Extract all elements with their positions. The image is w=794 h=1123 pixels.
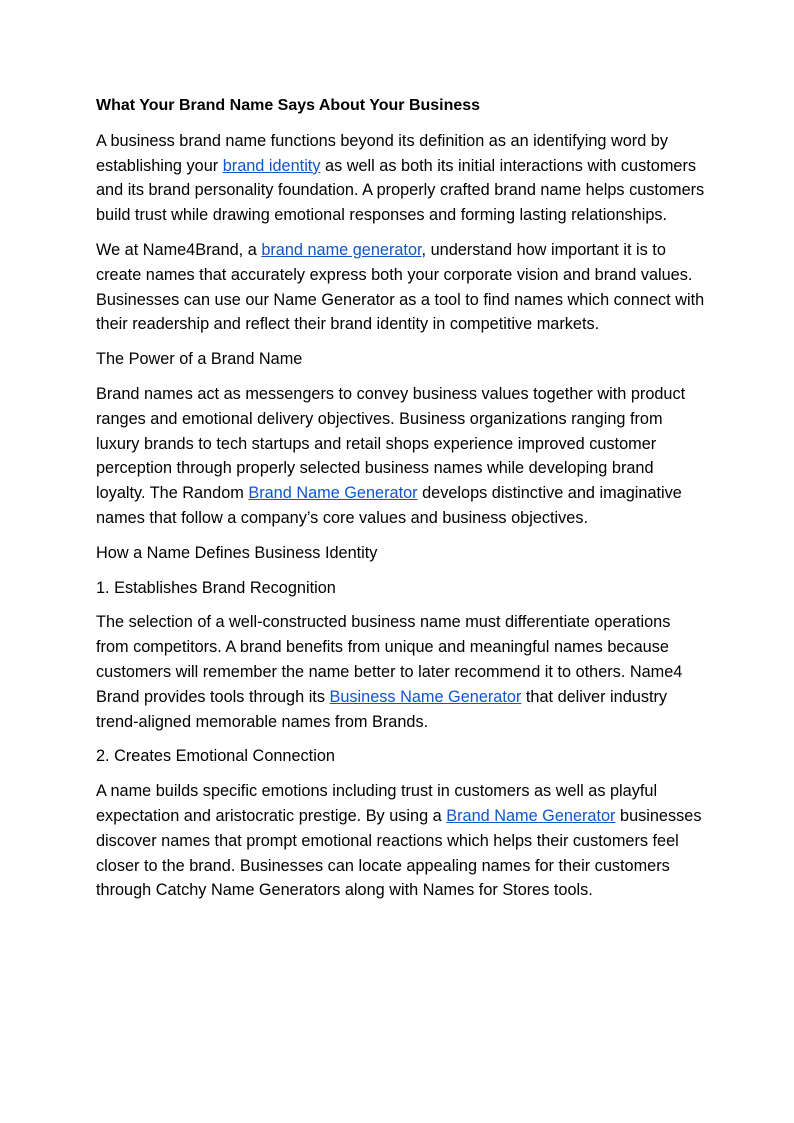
brand-identity-link[interactable]: brand identity <box>222 156 321 175</box>
emotional-text-start: A name builds specific emotions including trust in customers as well as playful expectation and aristocratic prestige. By using a <box>96 782 658 825</box>
emotional-heading: 2. Creates Emotional Connection <box>96 747 335 766</box>
brand-name-generator-link[interactable]: brand name generator <box>261 240 422 259</box>
power-text-end: develops distinctive and imaginative names that follow a company’s core values and business objectives. <box>96 484 682 527</box>
document-page <box>96 94 706 913</box>
name4brand-text-end: , understand how important it is to create names that accurately express both your corporate vision and brand values. Businesses can use our Name Generator as a tool to find names which connect with their readership and reflect their brand identity in competitive markets. <box>96 240 705 334</box>
recognition-text-end: that deliver industry trend-aligned memorable names from Brands. <box>96 687 668 731</box>
name4brand-text-start: We at Name4Brand, a <box>96 240 262 259</box>
power-paragraph <box>96 382 706 531</box>
intro-text-end: as well as both its initial interactions with customers and its brand personality foundation. A properly crafted brand name helps customers build trust while drawing emotional responses and forming lasting relationships. <box>96 156 705 225</box>
document-title: What Your Brand Name Says About Your Business <box>96 97 481 114</box>
emotional-brand-name-generator-link[interactable]: Brand Name Generator <box>446 806 616 825</box>
random-brand-name-generator-link[interactable]: Brand Name Generator <box>248 484 418 503</box>
business-name-generator-link[interactable]: Business Name Generator <box>329 687 522 706</box>
intro-paragraph <box>96 129 706 228</box>
power-heading: The Power of a Brand Name <box>96 350 303 369</box>
recognition-heading: 1. Establishes Brand Recognition <box>96 578 336 597</box>
defines-heading: How a Name Defines Business Identity <box>96 543 378 562</box>
recognition-paragraph <box>96 610 706 734</box>
emotional-paragraph <box>96 779 706 903</box>
name4brand-paragraph <box>96 238 706 337</box>
intro-text-start: A business brand name functions beyond its definition as an identifying word by establishing your <box>96 131 669 175</box>
power-text-start: Brand names act as messengers to convey business values together with product ranges and emotional delivery objectives. Business organizations ranging from luxury brands to tech startups and retail shops experience improved customer perception through properly selected business names while developing brand loyalty. The Random <box>96 384 686 503</box>
emotional-text-end: businesses discover names that prompt emotional reactions which helps their customers feel closer to the brand. Businesses can locate appealing names for their customers through Catchy Name Generators along with Names for Stores tools. <box>96 806 702 900</box>
recognition-text-start: The selection of a well-constructed business name must differentiate operations from competitors. A brand benefits from unique and meaningful names because customers will remember the name better to later recommend it to others. Name4 Brand provides tools through its <box>96 613 683 706</box>
